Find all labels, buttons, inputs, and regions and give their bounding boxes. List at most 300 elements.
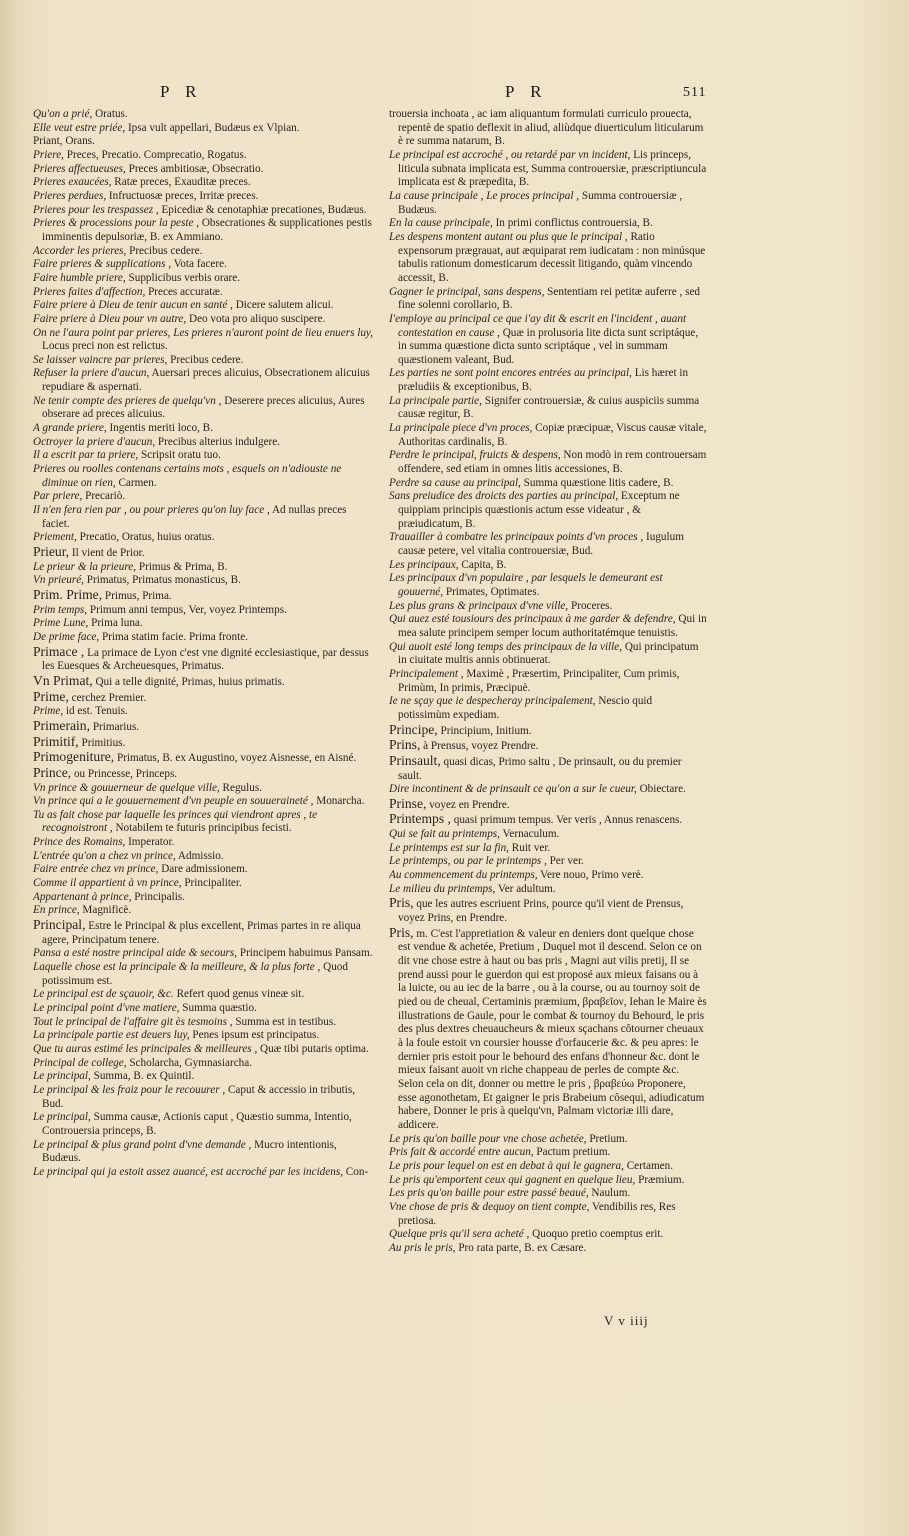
dictionary-entry bbox=[389, 855, 707, 869]
entry-french-phrase: Gagner le principal, sans despens, bbox=[389, 285, 545, 298]
dictionary-entry bbox=[33, 588, 375, 604]
entry-french-phrase: Principal de college, bbox=[33, 1056, 127, 1069]
entry-latin-gloss: Monarcha. bbox=[313, 795, 365, 808]
dictionary-entry bbox=[33, 877, 375, 891]
dictionary-entry bbox=[389, 477, 707, 491]
entry-latin-gloss: Dare admissionem. bbox=[158, 863, 248, 876]
entry-french-phrase: Qui auez esté tousiours des principaux à me garder & defendre, bbox=[389, 613, 676, 626]
dictionary-entry bbox=[33, 1111, 375, 1138]
dictionary-entry bbox=[389, 572, 707, 599]
entry-french-phrase: Les plus grans & principaux d'vne ville, bbox=[389, 599, 569, 612]
entry-latin-gloss: Epicediæ & cenotaphiæ precationes, Budæus. bbox=[158, 203, 367, 216]
entry-french-phrase: Le pris qu'on baille pour vne chose achetée, bbox=[389, 1132, 587, 1145]
dictionary-entry bbox=[33, 809, 375, 836]
entry-french-phrase: Prieres perdues, bbox=[33, 189, 107, 202]
entry-french-phrase: A grande priere, bbox=[33, 422, 107, 435]
entry-latin-gloss: Qui a telle dignité, Primas, huius primatis. bbox=[92, 675, 285, 688]
entry-headword: Printemps , bbox=[389, 811, 451, 827]
entry-french-phrase: Priere, bbox=[33, 148, 64, 161]
entry-latin-gloss: Penes ipsum est principatus. bbox=[189, 1029, 320, 1042]
dictionary-entry bbox=[389, 286, 707, 313]
entry-headword: Prieur, bbox=[33, 544, 70, 559]
dictionary-entry bbox=[389, 190, 707, 217]
entry-french-phrase: Prim temps, bbox=[33, 603, 88, 616]
dictionary-entry bbox=[389, 1133, 707, 1147]
dictionary-entry bbox=[389, 231, 707, 286]
entry-headword: Prim. Prime, bbox=[33, 586, 103, 602]
dictionary-entry bbox=[33, 735, 375, 751]
entry-latin-gloss: Vota facere. bbox=[171, 258, 227, 271]
entry-french-phrase: Prince des Romains, bbox=[33, 836, 126, 849]
entry-latin-gloss: Summa quæstio. bbox=[179, 1002, 257, 1014]
entry-french-phrase: Le principal point d'vne matiere, bbox=[33, 1002, 180, 1014]
entry-french-phrase: Refuser la priere d'aucun, bbox=[33, 367, 150, 380]
entry-latin-gloss: Deo vota pro aliquo suscipere. bbox=[186, 312, 326, 325]
entry-french-phrase: Elle veut estre priée, bbox=[33, 121, 126, 134]
entry-headword: Prime, bbox=[33, 688, 69, 704]
dictionary-entry bbox=[33, 1016, 375, 1030]
left-column bbox=[33, 108, 375, 1180]
dictionary-entry bbox=[33, 795, 375, 809]
entry-latin-gloss: Non modò in rem controuersam offendere, sed etiam in omnes litis accessiones, B. bbox=[398, 449, 707, 476]
entry-french-phrase: Qu'on a prié, bbox=[33, 108, 93, 120]
entry-latin-gloss: Oratus. bbox=[92, 108, 128, 120]
dictionary-entry bbox=[33, 891, 375, 905]
entry-latin-gloss: Infructuosæ preces, Irritæ preces. bbox=[106, 189, 259, 202]
entry-latin-gloss: Exceptum ne quippiam principis quæstionis actum esse videatur , & præiudicatum, B. bbox=[398, 490, 680, 530]
entry-french-phrase: Vn prince & gouuerneur de quelque ville, bbox=[33, 781, 220, 794]
entry-latin-gloss: Primatus, Primatus monasticus, B. bbox=[83, 574, 241, 587]
entry-latin-gloss: Scripsit oratu tuo. bbox=[138, 449, 221, 462]
entry-latin-gloss: Pactum pretium. bbox=[533, 1146, 611, 1159]
entry-french-phrase: Les parties ne sont point encores entrées au principal, bbox=[389, 367, 632, 380]
entry-latin-gloss: Prima luna. bbox=[88, 617, 143, 630]
dictionary-entry bbox=[33, 395, 375, 422]
entry-latin-gloss: quasi primum tempus. Ver veris , Annus renascens. bbox=[450, 814, 683, 827]
dictionary-entry bbox=[33, 750, 375, 766]
dictionary-entry bbox=[33, 1057, 375, 1071]
dictionary-entry bbox=[389, 490, 707, 531]
entry-latin-gloss: Precariò. bbox=[82, 490, 126, 503]
dictionary-entry bbox=[389, 828, 707, 842]
dictionary-entry bbox=[33, 561, 375, 575]
dictionary-entry bbox=[33, 617, 375, 631]
entry-french-phrase: La principale piece d'vn proces, bbox=[389, 422, 533, 435]
entry-headword: Prinse, bbox=[389, 795, 427, 811]
dictionary-entry bbox=[33, 327, 375, 354]
entry-latin-gloss: Carmen. bbox=[115, 476, 157, 489]
entry-french-phrase: Le pris pour lequel on est en debat à qui le gagnera, bbox=[389, 1159, 624, 1172]
entry-french-phrase: Faire priere à Dieu pour vn autre, bbox=[33, 312, 187, 325]
dictionary-entry bbox=[33, 705, 375, 719]
dictionary-entry bbox=[389, 108, 707, 149]
dictionary-entry bbox=[33, 135, 375, 149]
dictionary-entry bbox=[389, 668, 707, 695]
dictionary-entry bbox=[389, 559, 707, 573]
entry-french-phrase: Prime Lune, bbox=[33, 617, 89, 630]
entry-headword: Principal, bbox=[33, 917, 86, 933]
dictionary-entry bbox=[33, 904, 375, 918]
entry-latin-gloss: Notabilem te futuris principibus fecisti. bbox=[112, 822, 292, 835]
entry-latin-gloss: Pro rata parte, B. ex Cæsare. bbox=[455, 1241, 587, 1254]
entry-latin-gloss: Summa, B. ex Quintil. bbox=[90, 1070, 195, 1083]
dictionary-entry bbox=[33, 190, 375, 204]
entry-latin-gloss: Primarius. bbox=[90, 720, 140, 733]
dictionary-entry bbox=[33, 299, 375, 313]
dictionary-entry bbox=[389, 531, 707, 558]
entry-french-phrase: Il n'en fera rien par , ou pour prieres qu'on luy face , bbox=[33, 504, 270, 517]
entry-latin-gloss: Summa controuersiæ , Budæus. bbox=[398, 189, 683, 216]
dictionary-entry bbox=[389, 1174, 707, 1188]
entry-latin-gloss: Quod potissimum est. bbox=[42, 961, 348, 987]
entry-latin-gloss: Proceres. bbox=[568, 599, 613, 612]
entry-french-phrase: Ie ne sçay que ie despecheray principalement, bbox=[389, 695, 596, 708]
entry-french-phrase: Quelque pris qu'il sera acheté , bbox=[389, 1228, 530, 1241]
dictionary-entry bbox=[389, 783, 707, 797]
dictionary-entry bbox=[33, 422, 375, 436]
dictionary-entry bbox=[33, 204, 375, 218]
dictionary-entry bbox=[33, 245, 375, 259]
entry-french-phrase: Qui auoit esté long temps des principaux de la ville, bbox=[389, 640, 623, 653]
dictionary-entry bbox=[33, 463, 375, 490]
dictionary-entry bbox=[33, 1139, 375, 1166]
entry-latin-gloss: quasi dicas, Primo saltu , De prinsault, ou du premier sault. bbox=[398, 755, 682, 782]
entry-latin-gloss: Ipsa vult appellari, Budæus ex Vlpian. bbox=[125, 121, 300, 134]
entry-latin-gloss: Principalis. bbox=[131, 890, 185, 903]
entry-latin-gloss: cerchez Premier. bbox=[68, 691, 147, 704]
entry-french-phrase: Il a escrit par ta priere, bbox=[33, 449, 139, 462]
entry-latin-gloss: Lis hæret in præludiis & exceptionibus, B. bbox=[398, 367, 689, 394]
dictionary-entry bbox=[389, 1187, 707, 1201]
entry-latin-gloss: Mucro intentionis, Budæus. bbox=[42, 1138, 337, 1165]
entry-latin-gloss: Estre le Principal & plus excellent, Primas partes in re aliqua agere, Principatum tenere. bbox=[42, 920, 361, 946]
dictionary-entry bbox=[389, 149, 707, 190]
entry-french-phrase: Principalement , bbox=[389, 667, 464, 680]
entry-french-phrase: Accorder les prieres, bbox=[33, 244, 127, 257]
right-column bbox=[389, 108, 707, 1255]
dictionary-entry bbox=[33, 766, 375, 782]
dictionary-entry bbox=[389, 1160, 707, 1174]
entry-latin-gloss: Copiæ præcipuæ, Viscus causæ vitale, Authoritas cardinalis, B. bbox=[398, 422, 707, 448]
entry-latin-gloss: voyez en Prendre. bbox=[426, 798, 510, 811]
entry-latin-gloss: Sententiam rei petitæ auferre , sed fine solenni corollario, B. bbox=[398, 285, 701, 312]
entry-latin-gloss: Regulus. bbox=[219, 781, 262, 794]
entry-latin-gloss: Quæ in prolusoria lite dicta sunt scriptáque, in summa quæstione dicta sunto scriptáque , vel in summam quæstionem valeant, Bud. bbox=[398, 326, 699, 366]
dictionary-entry bbox=[33, 574, 375, 588]
entry-french-phrase: En la cause principale, bbox=[389, 217, 493, 230]
entry-latin-gloss: Prima statim facie. Prima fronte. bbox=[99, 630, 248, 643]
entry-french-phrase: Qui se fait au printemps, bbox=[389, 828, 500, 841]
entry-french-phrase: Les despens montent autant ou plus que le principal , bbox=[389, 230, 628, 243]
entry-latin-gloss: Scholarcha, Gymnasiarcha. bbox=[126, 1056, 253, 1069]
entry-latin-gloss: Pretium. bbox=[586, 1132, 628, 1145]
entry-latin-gloss: Ratio expensorum prægrauat, aut æquiparat rem iudicatam : non minúsque tabulis rationum domesticarum decessit litigando, quàm vincendo accessit, B. bbox=[398, 230, 706, 284]
entry-latin-gloss: m. C'est l'appretiation & valeur en deniers dont quelque chose est vendue & achetée, Pretium , Duquel mot il descend. Selon ce on dit vne chose estre à haut ou bas pris , Magni aut vilis pretij, Il se prend aussi pour le guerdon qui est proposé aux mieux faisans ou à la luicte, ou au iec de la barre , ou à la course, ou au tournoy soit de pied ou de cheual, Certaminis præmium, βραβεῖον, Iehan le Maire ès illustrations de Gaule, pour le combat & tournoy du Behourd, le pris des plus dextres cheuaucheurs & mieux sçachans côtourner cheuaux à la foule estoit vn coursier housse d'orfaucerie &c. & peu apres: le dernier pris estoit pour le behourd des enfans d'honneur &c. dont le mieux faisant auoit vn riche chappeau de perles de compte &c. Selon cela on dit, donner ou mettre le pris , βραβεύω Proponere, esse agonothetam, Et gaigner le pris Brabeium côsequi, adiudicatum habere, Donner le pris à quelqu'vn, Palmam victoriæ illi dare, addicere. bbox=[398, 927, 707, 1131]
entry-headword: Primitif, bbox=[33, 733, 79, 749]
dictionary-entry bbox=[33, 961, 375, 988]
entry-french-phrase: Le principal, bbox=[33, 1111, 91, 1124]
dictionary-entry bbox=[389, 1201, 707, 1228]
entry-french-phrase: Prieres & processions pour la peste , bbox=[33, 217, 200, 230]
entry-latin-gloss: Precatio, Oratus, huius oratus. bbox=[76, 531, 215, 544]
entry-french-phrase: Se laisser vaincre par prieres, bbox=[33, 353, 168, 366]
dictionary-entry bbox=[33, 674, 375, 690]
entry-french-phrase: Le principal & plus grand point d'vne demande , bbox=[33, 1138, 252, 1151]
entry-latin-gloss: Precibus cedere. bbox=[167, 353, 244, 366]
entry-latin-gloss: Qui in mea salute principem semper locum authoritatémque tenuistis. bbox=[398, 613, 707, 639]
dictionary-entry bbox=[389, 1146, 707, 1160]
entry-latin-gloss: Maximè , Præsertim, Principaliter, Cum primis, Primùm, In primis, Præcipuè. bbox=[398, 667, 680, 694]
entry-latin-gloss: ou Princesse, Princeps. bbox=[71, 767, 178, 780]
entry-latin-gloss: Priant, Orans. bbox=[33, 135, 95, 148]
entry-latin-gloss: Principium, Initium. bbox=[437, 724, 532, 737]
entry-french-phrase: Prieres pour les trespassez , bbox=[33, 203, 159, 216]
entry-latin-gloss: Quoquo pretio coemptus erit. bbox=[529, 1228, 664, 1241]
entry-latin-gloss: Imperator. bbox=[125, 836, 175, 849]
dictionary-entry bbox=[33, 449, 375, 463]
entry-latin-gloss: Primitius. bbox=[78, 736, 126, 749]
dictionary-entry bbox=[33, 863, 375, 877]
dictionary-entry bbox=[389, 367, 707, 394]
dictionary-entry bbox=[33, 631, 375, 645]
entry-french-phrase: En prince, bbox=[33, 904, 80, 917]
entry-latin-gloss: Certamen. bbox=[623, 1159, 674, 1172]
entry-latin-gloss: Qui principatum in ciuitate multis annis obtinuerat. bbox=[398, 640, 699, 667]
entry-headword: Primerain, bbox=[33, 717, 91, 733]
entry-latin-gloss: Ver adultum. bbox=[495, 882, 556, 895]
entry-french-phrase: Octroyer la priere d'aucun, bbox=[33, 435, 156, 448]
entry-french-phrase: L'entrée qu'on a chez vn prince, bbox=[33, 849, 176, 862]
dictionary-entry bbox=[33, 545, 375, 561]
dictionary-entry bbox=[389, 1228, 707, 1242]
entry-french-phrase: Pansa a esté nostre principal aide & secours, bbox=[33, 947, 238, 960]
entry-french-phrase: Le principal est de sçauoir, &c. bbox=[33, 988, 174, 1001]
entry-headword: Prins, bbox=[389, 737, 421, 753]
entry-headword: Principe, bbox=[389, 721, 438, 737]
dictionary-entry bbox=[33, 272, 375, 286]
entry-french-phrase: Ne tenir compte des prieres de quelqu'vn , bbox=[33, 394, 222, 407]
entry-french-phrase: Le milieu du printemps, bbox=[389, 882, 496, 895]
entry-latin-gloss: Vere nouo, Primo verè. bbox=[537, 869, 644, 882]
entry-latin-gloss: Ratæ preces, Exauditæ preces. bbox=[111, 176, 251, 189]
entry-latin-gloss: Deserere preces alicuius, Aures obserare ad preces alicuius. bbox=[42, 394, 365, 421]
dictionary-entry bbox=[33, 1029, 375, 1043]
entry-headword: Prinsault, bbox=[389, 752, 441, 768]
entry-french-phrase: Priement, bbox=[33, 531, 77, 544]
entry-french-phrase: Prieres affectueuses, bbox=[33, 162, 126, 175]
entry-latin-gloss: Auersari preces alicuius, Obsecrationem alicuius repudiare & aspernati. bbox=[42, 367, 370, 394]
dictionary-entry bbox=[389, 812, 707, 828]
entry-french-phrase: Les pris qu'on baille pour estre passé beaué, bbox=[389, 1187, 589, 1200]
dictionary-entry bbox=[389, 723, 707, 739]
entry-headword: Pris, bbox=[389, 924, 414, 940]
entry-french-phrase: Le principal qui ja estoit assez auancé, est accroché par les incidens, bbox=[33, 1165, 343, 1178]
dictionary-entry bbox=[389, 313, 707, 368]
dictionary-entry bbox=[389, 738, 707, 754]
entry-latin-gloss: Summa est in testibus. bbox=[232, 1015, 337, 1028]
entry-latin-gloss: Primus & Prima, B. bbox=[136, 560, 228, 573]
entry-french-phrase: Laquelle chose est la principale & la meilleure, & la plus forte , bbox=[33, 961, 321, 974]
entry-french-phrase: Faire priere à Dieu de tenir aucun en santé , bbox=[33, 299, 233, 312]
dictionary-entry bbox=[389, 842, 707, 856]
entry-french-phrase: Appartenant à prince, bbox=[33, 890, 132, 903]
entry-french-phrase: De prime face, bbox=[33, 630, 100, 643]
dictionary-entry bbox=[33, 1084, 375, 1111]
dictionary-entry bbox=[389, 613, 707, 640]
entry-latin-gloss: Il vient de Prior. bbox=[69, 547, 145, 559]
entry-latin-gloss: à Prensus, voyez Prendre. bbox=[420, 740, 539, 753]
entry-french-phrase: Au commencement du printemps, bbox=[389, 869, 538, 882]
entry-headword: Primogeniture, bbox=[33, 749, 115, 765]
dictionary-entry bbox=[33, 918, 375, 947]
dictionary-entry bbox=[33, 1043, 375, 1057]
entry-french-phrase: La principale partie, bbox=[389, 394, 482, 407]
entry-latin-gloss: Principaliter. bbox=[181, 877, 242, 890]
dictionary-entry bbox=[389, 926, 707, 1133]
dictionary-entry bbox=[389, 600, 707, 614]
entry-french-phrase: Vn prince qui a le gouuernement d'vn peuple en souueraineté , bbox=[33, 795, 314, 808]
entry-latin-gloss: Admissio. bbox=[175, 849, 224, 862]
page-number: 511 bbox=[683, 85, 707, 100]
entry-latin-gloss: Ruit ver. bbox=[508, 841, 551, 854]
entry-latin-gloss: Preces accuratæ. bbox=[145, 285, 223, 298]
entry-french-phrase: La cause principale , Le proces principal , bbox=[389, 189, 580, 202]
dictionary-entry bbox=[33, 313, 375, 327]
entry-headword: Primace , bbox=[33, 643, 85, 659]
entry-french-phrase: Faire entrée chez vn prince, bbox=[33, 863, 159, 876]
entry-latin-gloss: Precibus cedere. bbox=[126, 244, 203, 257]
entry-latin-gloss: Obiectare. bbox=[636, 783, 686, 796]
entry-latin-gloss: Præmium. bbox=[635, 1173, 685, 1186]
entry-french-phrase: I'employe au principal ce que i'ay dit & escrit en l'incident , auant contestation en cause , bbox=[389, 312, 687, 339]
entry-french-phrase: Trauailler à combatre les principaux points d'vn proces , bbox=[389, 531, 644, 544]
dictionary-entry bbox=[33, 1002, 375, 1016]
entry-latin-gloss: Obsecrationes & supplicationes pestis imminentis depulsoriæ, B. ex Ammiano. bbox=[42, 217, 372, 243]
entry-french-phrase: Pris fait & accordé entre aucun, bbox=[389, 1146, 534, 1159]
entry-french-phrase: Le prieur & la prieure, bbox=[33, 560, 137, 573]
entry-latin-gloss: id est. Tenuis. bbox=[63, 705, 128, 718]
dictionary-entry bbox=[33, 850, 375, 864]
entry-french-phrase: Le principal & les fraiz pour le recouurer , bbox=[33, 1083, 226, 1096]
dictionary-entry bbox=[33, 947, 375, 961]
dictionary-entry bbox=[33, 645, 375, 674]
entry-latin-gloss: Ad nullas preces faciet. bbox=[42, 504, 347, 530]
dictionary-entry bbox=[33, 1166, 375, 1180]
entry-french-phrase: Au pris le pris, bbox=[389, 1241, 456, 1254]
entry-french-phrase: Dire incontinent & de prinsault ce qu'on a sur le cueur, bbox=[389, 783, 637, 796]
entry-latin-gloss: Lis princeps, liticula subnata implicata est, Summa controuersiæ, præscriptiuncula implicata est & præpedita, B. bbox=[398, 148, 707, 189]
entry-latin-gloss: Con- bbox=[343, 1165, 369, 1178]
dictionary-entry bbox=[33, 149, 375, 163]
entry-headword: Pris, bbox=[389, 895, 414, 911]
dictionary-entry bbox=[33, 782, 375, 796]
entry-french-phrase: Perdre sa cause au principal, bbox=[389, 476, 521, 489]
dictionary-entry bbox=[33, 286, 375, 300]
dictionary-entry bbox=[33, 367, 375, 394]
dictionary-entry bbox=[389, 754, 707, 783]
dictionary-entry bbox=[33, 122, 375, 136]
entry-french-phrase: Comme il appartient à vn prince, bbox=[33, 877, 182, 890]
dictionary-entry bbox=[33, 1070, 375, 1084]
dictionary-entry bbox=[33, 163, 375, 177]
dictionary-entry bbox=[389, 395, 707, 422]
entry-french-phrase: Le principal est accroché , ou retardé par vn incident, bbox=[389, 148, 631, 161]
running-head-right: P R bbox=[505, 82, 548, 101]
running-head-left: P R bbox=[160, 82, 203, 101]
entry-latin-gloss: que les autres escriuent Prins, pource qu'il vient de Prensus, voyez Prins, en Prendre. bbox=[398, 898, 684, 925]
entry-latin-gloss: Principem habuimus Pansam. bbox=[237, 947, 373, 960]
entry-french-phrase: Sans preiudice des droicts des parties au principal, bbox=[389, 490, 619, 503]
dictionary-entry bbox=[33, 354, 375, 368]
dictionary-entry bbox=[33, 719, 375, 735]
entry-french-phrase: Les principaux d'vn populaire , par lesquels le demeurant est gouuerné, bbox=[389, 572, 663, 598]
entry-latin-gloss: Per ver. bbox=[546, 855, 584, 868]
signature-mark: V v iiij bbox=[604, 1313, 649, 1328]
entry-french-phrase: Prieres exaucées, bbox=[33, 176, 112, 189]
dictionary-entry bbox=[389, 641, 707, 668]
entry-latin-gloss: Capita, B. bbox=[458, 558, 507, 571]
entry-latin-gloss: Signifer controuersiæ, & cuius auspiciis summa causæ regitur, B. bbox=[398, 394, 700, 421]
entry-french-phrase: La principale partie est deuers luy, bbox=[33, 1029, 190, 1042]
entry-french-phrase: Que tu auras estimé les principales & meilleures , bbox=[33, 1042, 258, 1055]
entry-latin-gloss: Summa quæstione litis cadere, B. bbox=[520, 476, 674, 489]
entry-latin-gloss: Refert quod genus vineæ sit. bbox=[173, 988, 305, 1001]
entry-headword: Vn Primat, bbox=[33, 672, 93, 688]
entry-latin-gloss: Primum anni tempus, Ver, voyez Printemps. bbox=[87, 603, 287, 616]
dictionary-entry bbox=[389, 797, 707, 813]
dictionary-entry bbox=[33, 504, 375, 531]
entry-french-phrase: Le pris qu'emportent ceux qui gagnent en quelque lieu, bbox=[389, 1173, 636, 1186]
entry-french-phrase: Faire humble priere, bbox=[33, 271, 126, 284]
facing-page-edge bbox=[0, 80, 14, 1400]
entry-french-phrase: Faire prieres & supplications , bbox=[33, 258, 172, 271]
entry-latin-gloss: trouersia inchoata , ac iam aliquantum formulati curriculo prouecta, repentè de spatio deflexit in aliud, aliùdque diuerticulum liticularum è re summa natarum, B. bbox=[389, 108, 704, 148]
dictionary-entry bbox=[389, 422, 707, 449]
dictionary-entry bbox=[389, 883, 707, 897]
dictionary-entry bbox=[33, 690, 375, 706]
dictionary-entry bbox=[33, 108, 375, 122]
dictionary-entry bbox=[33, 604, 375, 618]
entry-latin-gloss: Nescio quid potissimùm expediam. bbox=[398, 695, 653, 721]
entry-french-phrase: Perdre le principal, fruicts & despens, bbox=[389, 449, 561, 462]
entry-latin-gloss: Summa causæ, Actionis caput , Quæstio summa, Intentio, Controuersia princeps, B. bbox=[42, 1111, 352, 1137]
entry-french-phrase: Vne chose de pris & dequoy on tient compte, bbox=[389, 1200, 590, 1213]
entry-french-phrase: Le principal, bbox=[33, 1070, 91, 1083]
dictionary-entry bbox=[33, 531, 375, 545]
entry-latin-gloss: Preces ambitiosæ, Obsecratio. bbox=[125, 162, 264, 175]
entry-latin-gloss: Dicere salutem alicui. bbox=[232, 299, 334, 312]
entry-headword: Prince, bbox=[33, 764, 72, 780]
entry-latin-gloss: Precibus alterius indulgere. bbox=[155, 435, 281, 448]
entry-latin-gloss: Primus, Prima. bbox=[102, 589, 172, 602]
entry-latin-gloss: Vernaculum. bbox=[499, 828, 560, 841]
dictionary-entry bbox=[33, 217, 375, 244]
entry-latin-gloss: Preces, Precatio. Comprecatio, Rogatus. bbox=[63, 148, 247, 161]
entry-french-phrase: Prieres ou roolles contenans certains mots , esquels on n'adiouste ne diminue on rien, bbox=[33, 463, 342, 489]
entry-latin-gloss: Vendibilis res, Res pretiosa. bbox=[398, 1200, 676, 1227]
entry-latin-gloss: In primi conflictus controuersia, B. bbox=[492, 217, 653, 230]
dictionary-entry bbox=[389, 449, 707, 476]
dictionary-entry bbox=[389, 695, 707, 722]
entry-french-phrase: Les principaux, bbox=[389, 558, 459, 571]
entry-french-phrase: Le printemps, ou par le printemps , bbox=[389, 855, 547, 868]
dictionary-entry bbox=[33, 988, 375, 1002]
dictionary-entry bbox=[389, 1242, 707, 1256]
entry-french-phrase: On ne l'aura point par prieres, Les prieres n'auront point de lieu enuers luy, bbox=[33, 326, 374, 339]
entry-latin-gloss: Primates, Optimates. bbox=[443, 585, 540, 598]
entry-french-phrase: Prime, bbox=[33, 705, 64, 718]
entry-latin-gloss: Primatus, B. ex Augustino, voyez Aisnesse, en Aisné. bbox=[114, 752, 357, 765]
